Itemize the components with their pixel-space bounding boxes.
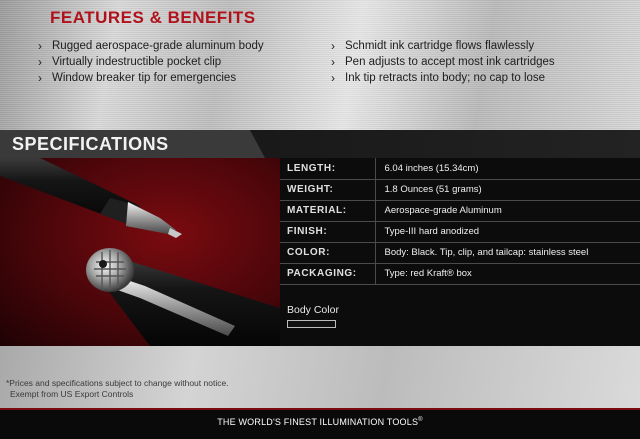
spec-value: Type-III hard anodized	[384, 226, 480, 237]
chevron-right-icon: ›	[331, 55, 335, 69]
specifications-header	[0, 130, 640, 158]
table-row	[280, 221, 640, 242]
feature-item	[38, 54, 264, 70]
footer-area	[0, 346, 640, 408]
product-image	[0, 158, 280, 346]
spec-value: 6.04 inches (15.34cm)	[384, 162, 479, 174]
spec-label: LENGTH:	[280, 158, 375, 179]
spec-value: Aerospace-grade Aluminum	[384, 205, 502, 216]
disclaimer-note: *Prices and specifications subject to change without notice.	[6, 378, 229, 388]
spec-value: Type: red Kraft® box	[384, 268, 472, 279]
feature-text: Schmidt ink cartridge flows flawlessly	[345, 40, 535, 52]
feature-item	[38, 70, 264, 86]
feature-text: Virtually indestructible pocket clip	[52, 56, 222, 68]
chevron-right-icon: ›	[38, 39, 42, 53]
table-row	[280, 263, 640, 284]
spec-label: WEIGHT:	[280, 179, 375, 200]
feature-item	[331, 38, 555, 54]
export-note: Exempt from US Export Controls	[10, 389, 134, 399]
features-title: FEATURES & BENEFITS	[50, 8, 256, 27]
table-row	[280, 200, 640, 221]
registered-mark: ®	[418, 417, 423, 423]
table-row	[280, 179, 640, 200]
features-list-right	[331, 38, 555, 86]
chevron-right-icon: ›	[38, 55, 42, 69]
footer-bar	[0, 408, 640, 439]
spec-value: 1.8 Ounces (51 grams)	[384, 184, 482, 195]
table-row	[280, 242, 640, 263]
chevron-right-icon: ›	[331, 71, 335, 85]
spec-value: Body: Black. Tip, clip, and tailcap: stainless steel	[384, 247, 589, 258]
feature-text: Pen adjusts to accept most ink cartridges	[345, 56, 555, 68]
feature-item	[38, 38, 264, 54]
feature-text: Ink tip retracts into body; no cap to lose	[345, 72, 546, 84]
spec-label: PACKAGING:	[280, 263, 375, 284]
features-section	[0, 0, 640, 130]
chevron-right-icon: ›	[331, 39, 335, 53]
chevron-right-icon: ›	[38, 71, 42, 85]
specifications-panel	[280, 158, 640, 346]
feature-text: Rugged aerospace-grade aluminum body	[52, 40, 264, 52]
spec-label: FINISH:	[280, 221, 375, 242]
tagline-text: THE WORLD'S FINEST ILLUMINATION TOOLS	[217, 417, 419, 427]
spec-label: MATERIAL:	[280, 200, 375, 221]
table-row	[280, 158, 640, 179]
body-color-swatch	[287, 320, 336, 328]
specifications-table	[280, 158, 640, 285]
body-color-label: Body Color	[287, 304, 339, 316]
brand-tagline	[0, 417, 640, 427]
specifications-title: SPECIFICATIONS	[12, 134, 169, 154]
features-list-left	[38, 38, 264, 86]
pen-illustration	[0, 158, 280, 346]
feature-text: Window breaker tip for emergencies	[52, 72, 237, 84]
spec-label: COLOR:	[280, 242, 375, 263]
feature-item	[331, 70, 555, 86]
feature-item	[331, 54, 555, 70]
